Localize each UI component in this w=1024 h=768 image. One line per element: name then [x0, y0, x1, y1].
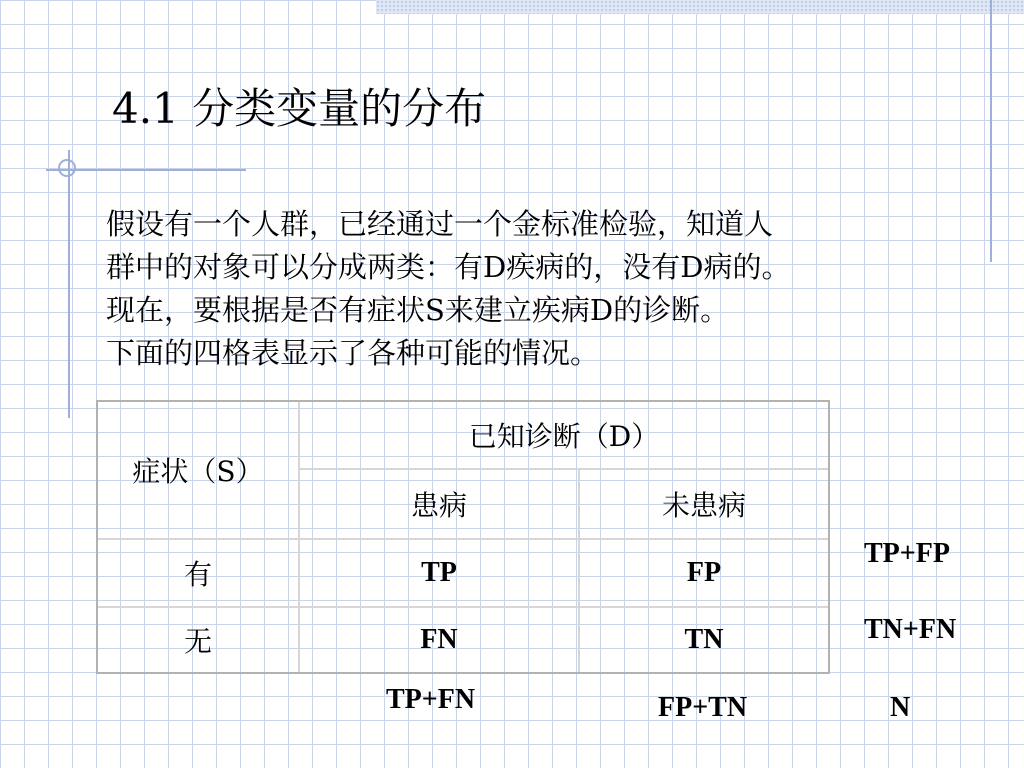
grand-total: N [890, 692, 911, 723]
paragraph-line: 下面的四格表显示了各种可能的情况。 [106, 336, 600, 370]
column-header-label: 未患病 [661, 489, 746, 522]
right-decorative-line [990, 0, 992, 262]
column-header-cell [300, 470, 578, 538]
row-header-label: 症状（S） [132, 455, 264, 488]
left-decorative-line [68, 150, 70, 418]
column-group-header-cell [300, 402, 828, 468]
row-total-1: TP+FP [864, 538, 950, 569]
paragraph-line: 现在，要根据是否有症状S来建立疾病D的诊断。 [106, 293, 730, 327]
column-total-1: TP+FN [386, 684, 476, 715]
table-value-cell [300, 608, 578, 672]
table-row-label-cell [98, 540, 298, 606]
paragraph-line: 群中的对象可以分成两类：有D疾病的，没有D病的。 [106, 250, 791, 284]
contingency-table [96, 400, 830, 674]
title-underline [46, 169, 246, 171]
row-header-cell [98, 402, 298, 538]
body-paragraph [106, 203, 791, 375]
cell-value: TN [684, 624, 724, 655]
table-value-cell [580, 540, 828, 606]
paragraph-line: 假设有一个人群，已经通过一个金标准检验，知道人 [106, 207, 774, 241]
cell-value: FP [686, 557, 722, 588]
cell-value: TP [421, 557, 457, 588]
table-row-label-cell [98, 608, 298, 672]
table-value-cell [580, 608, 828, 672]
row-total-2: TN+FN [864, 614, 957, 645]
table-value-cell [300, 540, 578, 606]
ring-ornament-icon [58, 159, 76, 177]
slide-title: 4.1 分类变量的分布 [112, 84, 487, 133]
cell-value: FN [420, 624, 458, 655]
column-header-cell [580, 470, 828, 538]
column-header-label: 患病 [410, 489, 467, 522]
column-total-2: FP+TN [658, 692, 748, 723]
row-label: 无 [183, 625, 212, 658]
column-group-header-label: 已知诊断（D） [468, 420, 660, 453]
row-label: 有 [183, 558, 212, 591]
top-decorative-band [376, 0, 1024, 14]
